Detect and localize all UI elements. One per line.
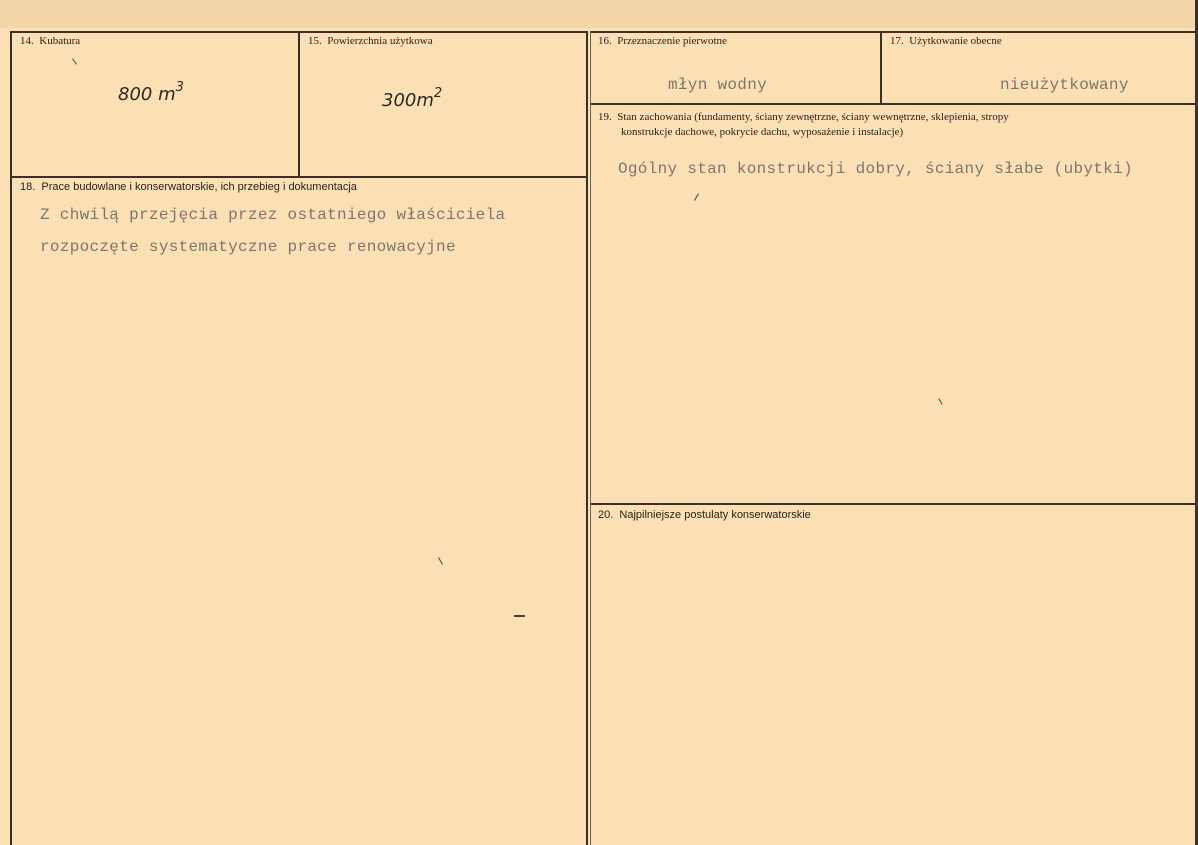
field-18-line-1: Z chwilą przejęcia przez ostatniego właściciela — [40, 206, 506, 224]
field-14-value: 800 $m^3$ — [118, 80, 184, 105]
field-17-label: 17. Użytkowanie obecne — [890, 35, 1002, 47]
rule-right-20 — [590, 503, 1195, 505]
rule-divider-14-15 — [298, 31, 300, 177]
pencil-mark — [938, 398, 942, 405]
rule-top-right — [590, 31, 1195, 33]
rule-divider-16-17 — [880, 31, 882, 104]
top-edge-strip — [0, 0, 1198, 28]
pencil-mark — [514, 615, 525, 617]
field-19-label: 19. Stan zachowania (fundamenty, ściany zewnętrzne, ściany wewnętrzne, sklepienia, stropy konstrukcje dachowe, pokrycie dachu, wyposażenie i instalacje) — [598, 111, 1009, 138]
field-18-label: 18. Prace budowlane i konserwatorskie, ich przebieg i dokumentacja — [20, 181, 357, 193]
rule-right-19 — [590, 103, 1195, 105]
field-15-label: 15. Powierzchnia użytkowa — [308, 35, 433, 47]
field-16-label: 16. Przeznaczenie pierwotne — [598, 35, 727, 47]
pencil-mark — [694, 193, 699, 200]
pencil-mark — [72, 58, 77, 64]
field-15-value: $300m^2$ — [382, 86, 443, 111]
field-17-value: nieużytkowany — [1000, 76, 1129, 94]
field-16-value: młyn wodny — [668, 76, 768, 94]
rule-left-edge — [10, 31, 12, 845]
field-14-label: 14. Kubatura — [20, 35, 81, 47]
rule-center — [586, 31, 588, 845]
pencil-mark — [438, 557, 443, 564]
field-19-value: Ogólny stan konstrukcji dobry, ściany słabe (ubytki) — [618, 160, 1133, 178]
field-20-label: 20. Najpilniejsze postulaty konserwatorskie — [598, 509, 811, 521]
rule-center-2 — [590, 31, 591, 845]
field-18-line-2: rozpoczęte systematyczne prace renowacyjne — [40, 238, 456, 256]
